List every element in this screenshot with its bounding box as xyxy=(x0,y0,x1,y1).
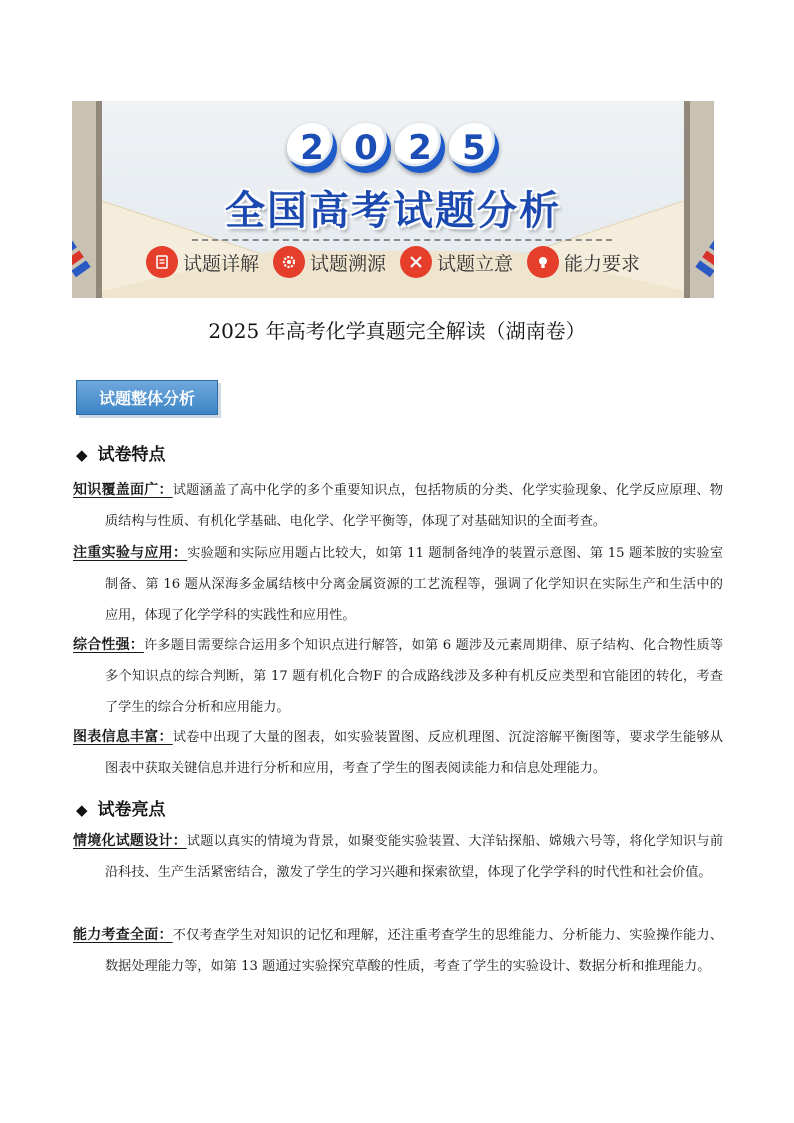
paragraph-term: 能力考查全面： xyxy=(73,927,173,943)
feature-item xyxy=(527,246,640,278)
year-digit: 5 xyxy=(449,123,499,173)
paragraph xyxy=(73,722,723,784)
paragraph-text: 不仅考查学生对知识的记忆和理解，还注重考查学生的思维能力、分析能力、实验操作能力、数据处理能力等，如第 13 题通过实验探究草酸的性质，考查了学生的实验设计、数据分析和推理能力。 xyxy=(105,928,723,974)
paragraph-term: 注重实验与应用： xyxy=(73,545,188,561)
year-digit: 2 xyxy=(395,123,445,173)
gear-icon xyxy=(273,246,305,278)
year-digit: 0 xyxy=(341,123,391,173)
clipboard-icon xyxy=(146,246,178,278)
paragraph xyxy=(73,826,723,888)
features-heading xyxy=(76,440,166,465)
document-title: 2025 年高考化学真题完全解读（湖南卷） xyxy=(208,319,586,343)
paragraph-term: 综合性强： xyxy=(73,637,144,653)
banner-divider xyxy=(192,239,612,241)
header-banner xyxy=(72,101,714,298)
feature-label: 能力要求 xyxy=(564,252,641,275)
paragraph xyxy=(73,630,723,723)
paragraph-term: 图表信息丰富： xyxy=(73,729,173,745)
paragraph-term: 知识覆盖面广： xyxy=(73,482,173,498)
paragraph-text: 试题以真实的情境为背景，如聚变能实验装置、大洋钻探船、嫦娥六号等，将化学知识与前沿科技、生产生活紧密结合，激发了学生的学习兴趣和探索欲望，体现了化学学科的时代性和社会价值。 xyxy=(105,834,724,880)
paragraph-text: 实验题和实际应用题占比较大，如第 11 题制备纯净的装置示意图、第 15 题苯胺的实验室制备、第 16 题从深海多金属结核中分离金属资源的工艺流程等，强调了化学知识在实际生产和生活中的应用，体现了化学学科的实践性和应用性。 xyxy=(105,546,724,623)
paragraph-term: 情境化试题设计： xyxy=(73,833,187,849)
feature-item xyxy=(273,246,386,278)
year-digit: 2 xyxy=(287,123,337,173)
banner-title: 全国高考试题分析 xyxy=(225,188,561,234)
paragraph xyxy=(73,920,723,982)
diamond-bullet-icon: ◆ xyxy=(76,446,88,464)
heading-text: 试卷亮点 xyxy=(97,800,166,820)
feature-label: 试题溯源 xyxy=(309,252,386,275)
feature-label: 试题立意 xyxy=(437,252,514,275)
feature-item xyxy=(146,246,259,278)
feature-list xyxy=(72,246,714,278)
feature-item xyxy=(400,246,513,278)
lightbulb-icon xyxy=(527,246,559,278)
tools-icon xyxy=(400,246,432,278)
feature-label: 试题详解 xyxy=(182,252,259,275)
paragraph-text: 许多题目需要综合运用多个知识点进行解答，如第 6 题涉及元素周期律、原子结构、化合物性质等多个知识点的综合判断，第 17 题有机化合物F 的合成路线涉及多种有机反应类型和官能团的转化，考查了学生的综合分析和应用能力。 xyxy=(105,638,724,715)
paragraph-text: 试卷中出现了大量的图表，如实验装置图、反应机理图、沉淀溶解平衡图等，要求学生能够从图表中获取关键信息并进行分析和应用，考查了学生的图表阅读能力和信息处理能力。 xyxy=(105,730,723,776)
heading-text: 试卷特点 xyxy=(97,445,166,465)
diamond-bullet-icon: ◆ xyxy=(76,801,88,819)
paragraph xyxy=(73,538,723,631)
year-badges xyxy=(72,123,714,173)
section-label: 试题整体分析 xyxy=(76,380,218,415)
paragraph xyxy=(73,475,723,537)
paragraph-text: 试题涵盖了高中化学的多个重要知识点，包括物质的分类、化学实验现象、化学反应原理、物质结构与性质、有机化学基础、电化学、化学平衡等，体现了对基础知识的全面考查。 xyxy=(105,483,723,529)
highlights-heading xyxy=(76,795,166,820)
